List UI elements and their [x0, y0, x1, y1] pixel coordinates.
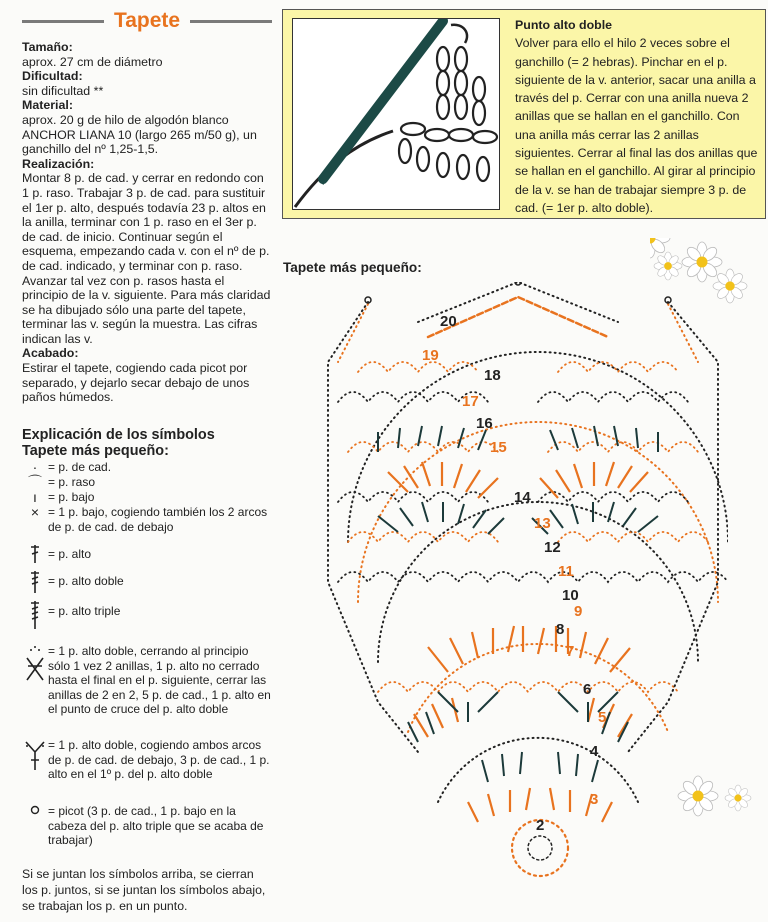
size-value: aprox. 27 cm de diámetro — [22, 54, 163, 69]
crochet-diagram — [318, 282, 728, 882]
round-number: 11 — [558, 563, 574, 580]
difficulty-heading: Dificultad: — [22, 69, 83, 84]
finishing-heading: Acabado: — [22, 346, 79, 361]
realization-value: Montar 8 p. de cad. y cerrar en redondo con 1 p. raso. Trabajar 3 p. de cad. para sustituir el 1er p. alto, después todavía 23 p. altos en la anilla, terminar con 1 p. raso en el 3er p. de cad. de inicio. Continuar según el esquema, empezando cada v. con el nº de p. de cad. indicado, y terminar con p. raso. Avanzar tal vez con p. rasos hasta el principio de la v. siguiente. Para más claridad se ha dibujado sólo una parte del tapete, terminar las v. según la muestra. Las cifras indican las v. — [22, 171, 271, 346]
title-row — [22, 8, 272, 34]
double-crochet-icon — [22, 544, 48, 567]
technique-text — [515, 16, 761, 217]
legend-item: = 1 p. alto doble, cogiendo ambos arcos de p. de cad. de debajo, 3 p. de cad., 1 p. alto en el 1º p. del p. alto doble — [22, 738, 272, 782]
treble-crochet-icon — [22, 570, 48, 597]
round-number: 4 — [590, 743, 599, 760]
legend-item: ⌒ = p. raso — [22, 475, 95, 490]
round-number: 17 — [462, 393, 479, 410]
round-number: 2 — [536, 817, 545, 834]
round-number: 7 — [566, 643, 575, 660]
legend-item: = 1 p. alto doble, cerrando al principio sólo 1 vez 2 anillas, 1 p. alto no cerrado hasta el final en el p. siguiente, cerrar las anillas de 2 en 2, 5 p. de cad., 1 p. alto en el punto de cruce del p. alto doble — [22, 644, 272, 717]
single-crochet-icon: ı — [33, 489, 37, 505]
diagram-title: Tapete más pequeño: — [283, 260, 422, 275]
legend-item: · = p. de cad. — [22, 460, 111, 475]
round-number: 19 — [422, 347, 439, 364]
round-number: 6 — [583, 681, 592, 698]
round-number: 15 — [490, 439, 507, 456]
round-number: 12 — [544, 539, 561, 556]
round-number: 5 — [598, 709, 607, 726]
crossed-stitch-icon — [22, 644, 48, 717]
difficulty-value: sin dificultad ** — [22, 83, 104, 98]
chain-stitch-icon: · — [32, 459, 38, 475]
cross-stitch-icon: × — [30, 504, 40, 520]
title-rule-left — [22, 20, 104, 23]
technique-box — [282, 9, 766, 219]
round-number: 18 — [484, 367, 501, 384]
triple-treble-icon — [22, 600, 48, 633]
technique-heading: Punto alto doble — [515, 18, 613, 32]
finishing-value: Estirar el tapete, cogiendo cada picot por separado, y dejarlo secar debajo de unos paños húmedos. — [22, 361, 250, 405]
round-number: 13 — [534, 515, 551, 532]
footer-note: Si se juntan los símbolos arriba, se cierran los p. juntos, si se juntan los símbolos abajo, se trabajan los p. en un punto. — [22, 867, 266, 913]
legend-item: = p. alto doble — [22, 570, 124, 597]
slip-stitch-icon: ⌒ — [28, 474, 42, 490]
legend-item: × = 1 p. bajo, cogiendo también los 2 arcos de p. de cad. de debajo — [22, 505, 272, 534]
symbols-title-line2: Tapete más pequeño: — [22, 442, 169, 459]
legend-item: = p. alto triple — [22, 600, 120, 633]
title-rule-right — [190, 20, 272, 23]
symbols-title — [22, 427, 272, 459]
round-number: 3 — [590, 791, 599, 808]
picot-icon — [22, 804, 48, 848]
material-heading: Material: — [22, 98, 73, 113]
round-number: 20 — [440, 313, 457, 330]
round-number: 14 — [514, 489, 531, 506]
legend-item: ı = p. bajo — [22, 490, 94, 505]
instructions-column — [22, 8, 272, 467]
round-number: 8 — [556, 621, 565, 638]
crochet-illustration — [292, 18, 500, 210]
symbols-title-line1: Explicación de los símbolos — [22, 426, 215, 443]
round-number: 10 — [562, 587, 579, 604]
round-number: 16 — [476, 415, 493, 432]
page-title: Tapete — [113, 8, 181, 32]
technique-body: Volver para ello el hilo 2 veces sobre el ganchillo (= 2 hebras). Pinchar en el p. siguiente de la v. anterior, sacar una anilla a través del p. Cerrar con una anilla nueva 2 anillas que se hallan en el ganchillo. Con una anilla más cerrar las 2 anillas siguientes. Cerrar al final las dos anillas que se hallan en el ganchillo. Al girar al principio de la v. se han de trabajar siempre 3 p. de cad. (= 1er p. alto doble). — [515, 36, 758, 215]
realization-heading: Realización: — [22, 156, 95, 171]
symbol-legend — [22, 459, 272, 848]
legend-item: = picot (3 p. de cad., 1 p. bajo en la cabeza del p. alto triple que se acaba de trabajar) — [22, 804, 272, 848]
round-number: 9 — [574, 603, 583, 620]
y-stitch-icon — [22, 738, 48, 782]
material-value: aprox. 20 g de hilo de algodón blanco ANCHOR LIANA 10 (largo 265 m/50 g), un ganchillo del nº 1,25-1,5. — [22, 112, 257, 157]
legend-item: = p. alto — [22, 544, 91, 567]
size-heading: Tamaño: — [22, 40, 73, 54]
